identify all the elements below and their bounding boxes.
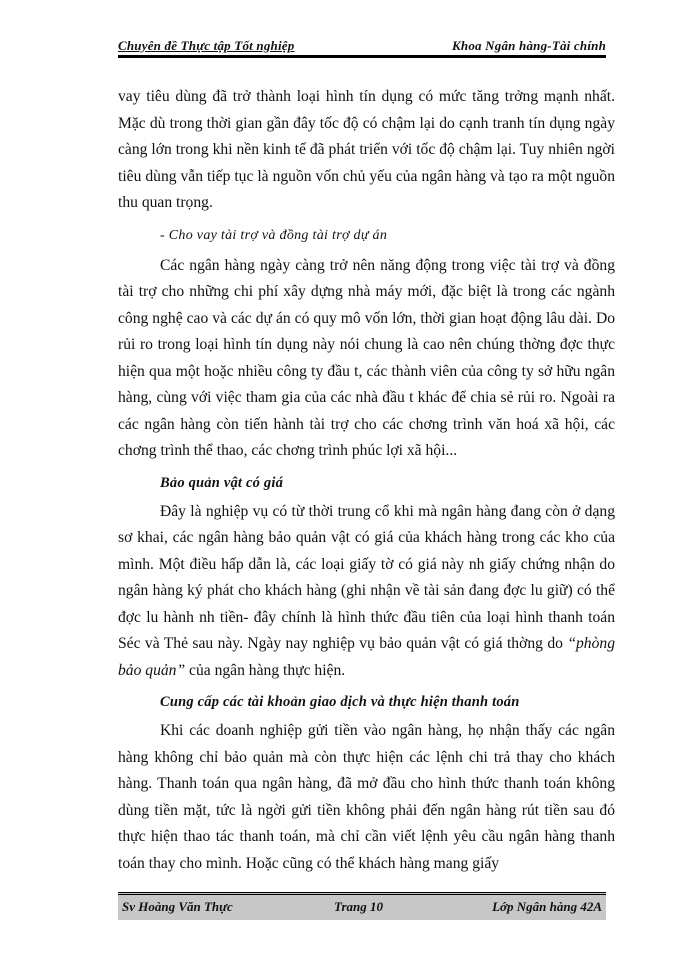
heading-transaction-accounts: Cung cấp các tài khoản giao dịch và thực hiện thanh toán: [160, 694, 520, 710]
paragraph-safekeeping-emphasis: “phòng bảo quản”: [118, 635, 615, 679]
header-faculty: Khoa Ngân hàng-Tài chính: [452, 38, 606, 53]
page-body: [118, 84, 615, 877]
paragraph-project-finance: Các ngân hàng ngày càng trở nên năng động trong việc tài trợ và đồng tài trợ cho những chi phí xây dựng nhà máy mới, đặc biệt là trong các ngành công nghệ cao và các dự án có quy mô vốn lớn, thời gian hoạt động lâu dài. Do rủi ro trong loại hình tín dụng này nói chung là cao nên chúng thờng đợc thực hiện qua một hoặc nhiều công ty đầu t, các thành viên của công ty sở hữu ngân hàng, cùng với việc tham gia của các nhà đầu t khác để chia sẻ rủi ro. Ngoài ra các ngân hàng còn tiến hành tài trợ cho các chơng trình văn hoá xã hội, các chơng trình thể thao, các chơng trình phúc lợi xã hội...: [118, 256, 615, 459]
heading-safekeeping: Bảo quản vật có giá: [160, 474, 284, 491]
footer-page-number: Trang 10: [334, 899, 383, 914]
paragraph-safekeeping-end: của ngân hàng thực hiện.: [185, 661, 346, 679]
header-course-title: Chuyên đề Thực tập Tốt nghiệp: [118, 38, 295, 53]
paragraph-safekeeping: [118, 499, 615, 685]
subheading-project-finance: - Cho vay tài trợ và đồng tài trợ dự án: [160, 227, 388, 243]
page-header: [118, 34, 606, 58]
footer-class: Lớp Ngân hàng 42A: [492, 899, 602, 914]
header-rule: [118, 55, 606, 58]
footer-student-name: Sv Hoàng Văn Thực: [122, 899, 233, 914]
paragraph-safekeeping-text: Đây là nghiệp vụ có từ thời trung cổ khi mà ngân hàng đang còn ở dạng sơ khai, các ngân hàng bảo quản vật có giá của khách hàng trong các kho của mình. Một điều hấp dẫn là, các loại giấy tờ có giá này nh giấy chứng nhận do ngân hàng ký phát cho khách hàng (ghi nhận về tài sản đang đợc lu giữ) có thể đợc lu hành nh tiền- đây chính là hình thức đầu tiên của loại hình thanh toán Séc và Thẻ sau này. Ngày nay nghiệp vụ bảo quản vật có giá thờng do: [118, 502, 615, 652]
paragraph-consumer-loans: vay tiêu dùng đã trở thành loại hình tín dụng có mức tăng trởng mạnh nhất. Mặc dù trong thời gian gần đây tốc độ có chậm lại do cạnh tranh tín dụng ngày càng lớn trong khi nền kinh tế đã phát triển với tốc độ chậm lại. Tuy nhiên ngời tiêu dùng vẫn tiếp tục là nguồn vốn chủ yếu của ngân hàng và tạo ra một nguồn thu quan trọng.: [118, 88, 615, 211]
page-footer: [118, 892, 606, 920]
paragraph-transaction-accounts: Khi các doanh nghiệp gửi tiền vào ngân hàng, họ nhận thấy các ngân hàng không chỉ bảo quản mà còn thực hiện các lệnh chi trả thay cho khách hàng. Thanh toán qua ngân hàng, đã mở đầu cho hình thức thanh toán không dùng tiền mặt, tức là ngời gửi tiền không phải đến ngân hàng rút tiền sau đó thực hiện thao tác thanh toán, mà chỉ cần viết lệnh yêu cầu ngân hàng thanh toán thay cho mình. Hoặc cũng có thể khách hàng mang giấy: [118, 722, 615, 872]
